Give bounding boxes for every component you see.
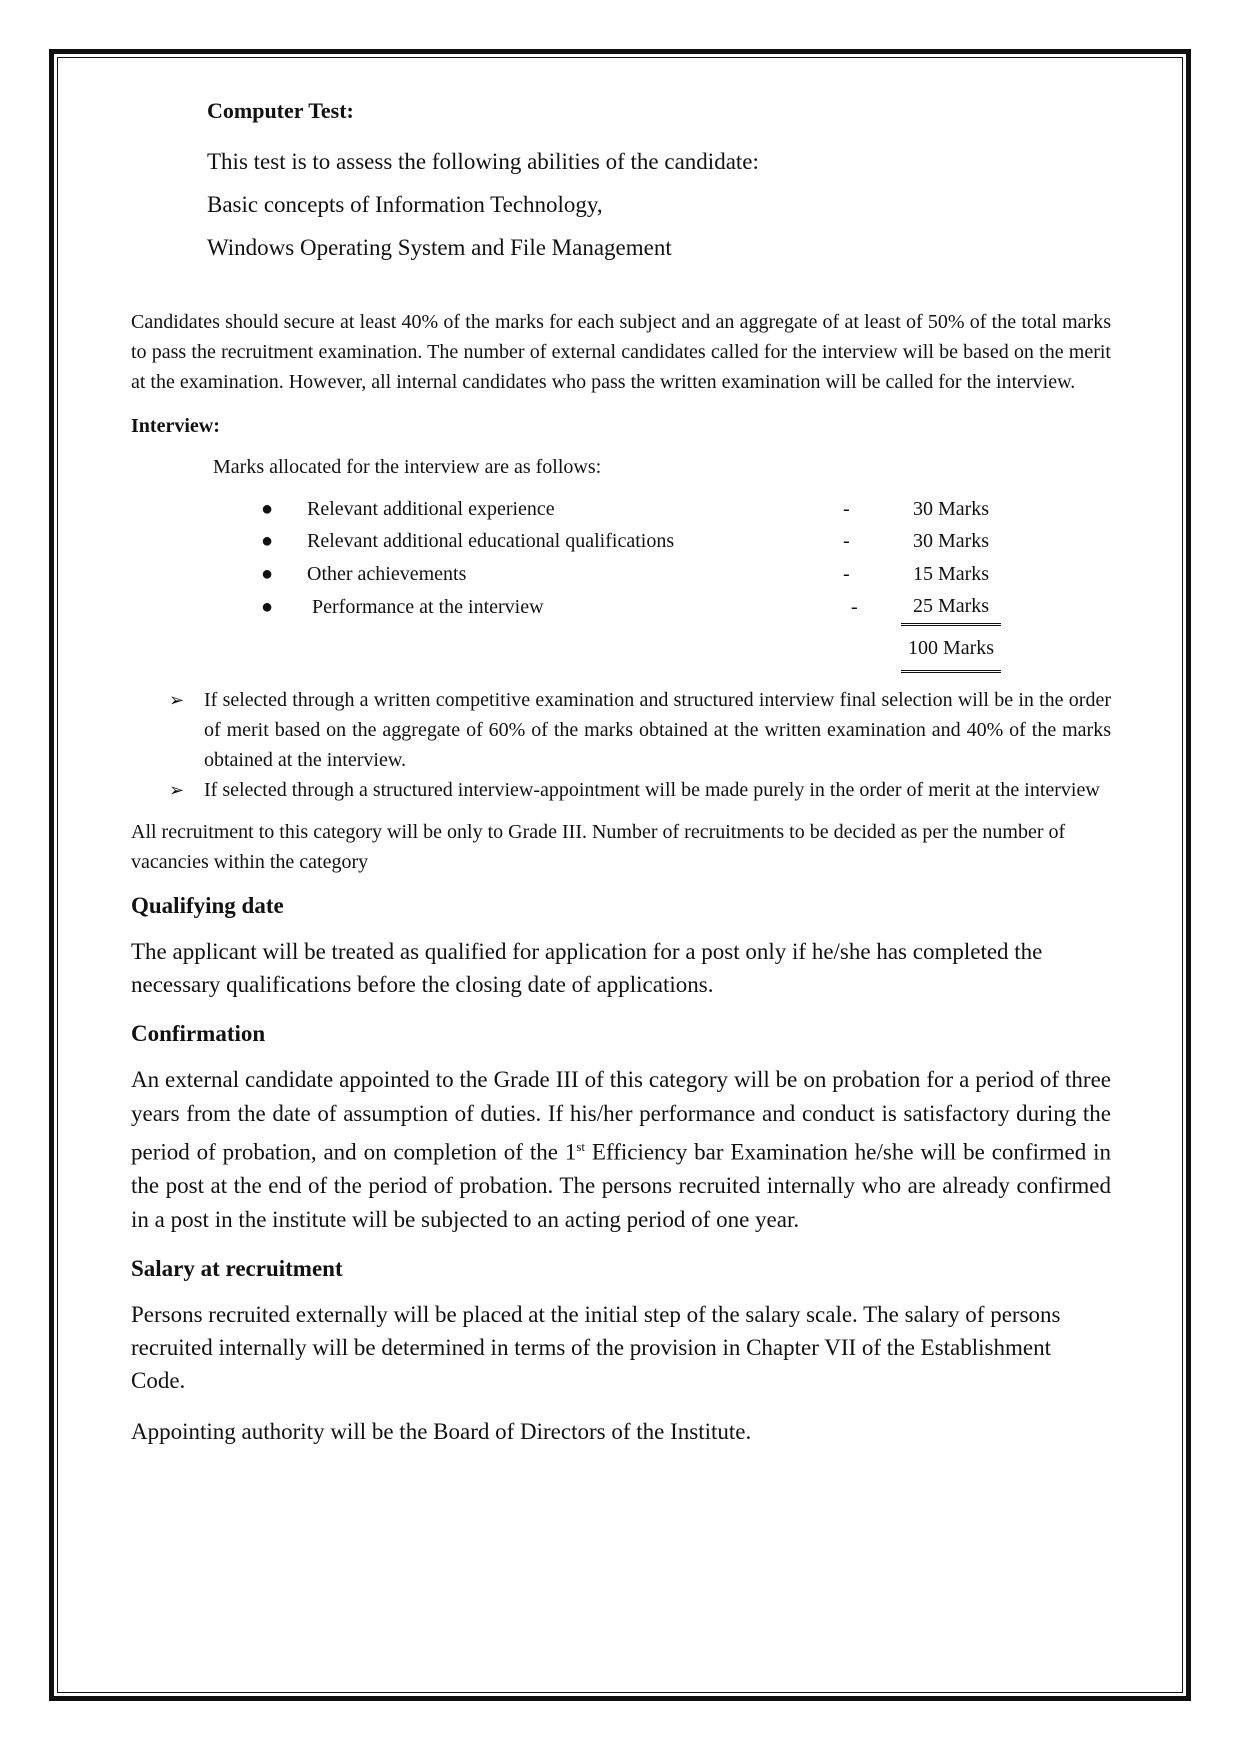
bullet-icon: ● [261,596,274,618]
salary-paragraph: Persons recruited externally will be placed at the initial step of the salary scale. The salary of persons recruited internally will be determined in terms of the provision in Chapter VII of the Establishment Code. [131,1302,1061,1394]
marks-label: Other achievements [307,562,467,585]
marks-label: Performance at the interview [307,596,544,618]
confirmation-heading: Confirmation [131,1021,266,1046]
selection-point [131,775,1111,805]
selection-point [131,685,1111,775]
pass-criteria-paragraph: Candidates should secure at least 40% of the marks for each subject and an aggregate of at least of 50% of the total marks to pass the recruitment examination. The number of external candidates called for the interview will be based on the merit at the examination. However, all internal candidates who pass the written examination will be called for the interview. [131,311,1111,393]
salary-heading: Salary at recruitment [131,1256,343,1282]
marks-row [261,493,1111,526]
interview-heading: Interview: [131,415,220,437]
bullet-icon: ● [261,497,274,520]
marks-value: 30 Marks [912,530,990,553]
interview-marks-table [261,493,1111,673]
selection-points-list [131,685,1111,805]
confirmation-text-part-2: Efficiency bar Examination he/she will be confirmed in the post at the end of the period of probation. The persons recruited internally who are already confirmed in a post in the institute will be subjected to an acting period of one year. [131,1139,1111,1232]
marks-total: 100 Marks [901,625,1001,672]
qualifying-date-heading: Qualifying date [131,893,284,918]
marks-label: Relevant additional experience [307,497,555,520]
grade-note-paragraph: All recruitment to this category will be only to Grade III. Number of recruitments to be decided as per the number of vacancies within the category [131,821,1066,873]
marks-dash: - [843,497,850,520]
marks-value: 25 Marks [912,595,990,618]
marks-value: 15 Marks [912,562,990,585]
marks-label: Relevant additional educational qualifications [307,530,675,553]
arrow-bullet-icon: ➢ [169,780,185,800]
computer-test-line-1: This test is to assess the following abilities of the candidate: [207,149,759,174]
interview-intro: Marks allocated for the interview are as follows: [213,456,602,478]
appointing-authority-paragraph: Appointing authority will be the Board of Directors of the Institute. [131,1419,752,1445]
confirmation-paragraph [131,1063,1111,1236]
computer-test-line-2: Basic concepts of Information Technology, [207,192,603,217]
marks-value: 30 Marks [912,497,990,520]
marks-dash: - [843,562,850,585]
marks-row [261,526,1111,559]
marks-row [261,558,1111,591]
bullet-icon: ● [261,530,274,553]
selection-point-text: If selected through a written competitive examination and structured interview final selection will be in the order of merit based on the aggregate of 60% of the marks obtained at the written examination and 40% of the marks obtained at the interview. [204,689,1111,771]
computer-test-section [207,100,1111,269]
ordinal-superscript: st [576,1139,586,1154]
bullet-icon: ● [261,562,274,585]
computer-test-heading: Computer Test: [207,98,354,123]
marks-dash: - [851,596,858,618]
marks-row [261,591,1111,625]
arrow-bullet-icon: ➢ [169,690,185,710]
computer-test-line-3: Windows Operating System and File Management [207,235,672,260]
marks-dash: - [843,530,850,553]
marks-total-row [261,625,1111,672]
selection-point-text: If selected through a structured interview-appointment will be made purely in the order of merit at the interview [204,779,1100,801]
qualifying-date-paragraph: The applicant will be treated as qualified for application for a post only if he/she has completed the necessary qualifications before the closing date of applications. [131,939,1043,997]
confirmation-text-part-1: An external candidate appointed to the Grade III of this category will be on probation for a period of three years from the date of assumption of duties. If his/her performance and conduct is satisfactory during the period of probation, and on completion of the 1 [131,1067,1111,1165]
document-page [131,100,1111,1448]
